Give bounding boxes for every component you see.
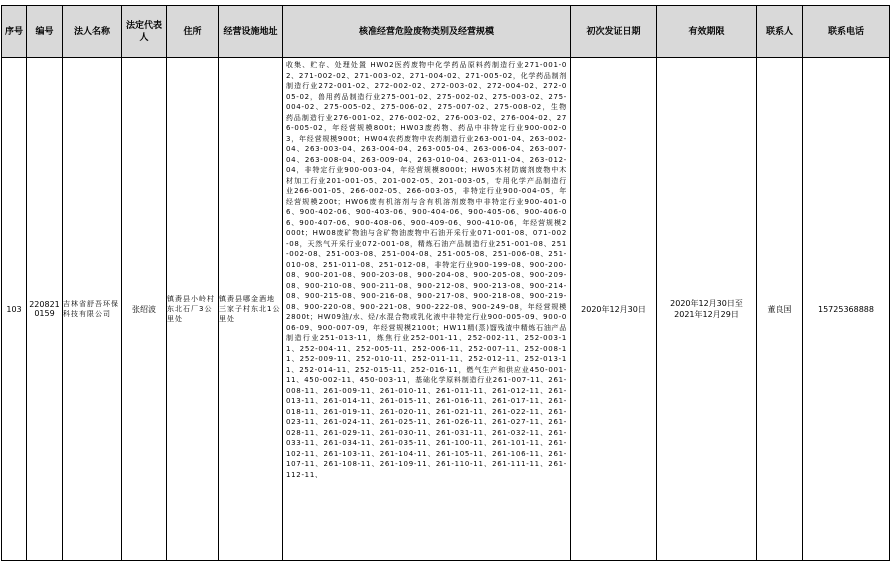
header-code: 编号 <box>27 6 63 58</box>
cell-contact: 董良国 <box>757 58 803 561</box>
header-address: 住所 <box>167 6 219 58</box>
cell-address: 镇赉县小岭村东北石厂3公里处 <box>167 58 219 561</box>
cell-first-issue-date: 2020年12月30日 <box>571 58 657 561</box>
cell-code: 2208210159 <box>27 58 63 561</box>
cell-entity-name: 吉林省舒吾环保科技有限公司 <box>63 58 122 561</box>
header-entity-name: 法人名称 <box>63 6 122 58</box>
permit-table <box>1 5 890 561</box>
header-legal-rep: 法定代表人 <box>122 6 167 58</box>
cell-legal-rep: 张绍波 <box>122 58 167 561</box>
cell-seq: 103 <box>2 58 27 561</box>
header-seq: 序号 <box>2 6 27 58</box>
table-row <box>2 58 890 561</box>
cell-valid-period: 2020年12月30日至2021年12月29日 <box>657 58 757 561</box>
cell-facility-address: 镇赉县哪金酒地三家子村东北1公里处 <box>219 58 283 561</box>
cell-approved-scope <box>283 58 571 561</box>
header-valid-period: 有效期限 <box>657 6 757 58</box>
header-phone: 联系电话 <box>803 6 890 58</box>
header-facility-address: 经营设施地址 <box>219 6 283 58</box>
header-row <box>2 6 890 58</box>
header-approved-scope: 核准经营危险废物类别及经营规模 <box>283 6 571 58</box>
scope-container <box>283 60 570 558</box>
cell-phone: 15725368888 <box>803 58 890 561</box>
approved-scope-text: 收集、贮存、处理处置 HW02医药废物中化学药品原料药制造行业271-001-02、271-002-02、271-003-02、271-004-02、271-005-02，化学药品制剂制造行业272-001-02、272-002-02、272-003-02、272-004-02、272-005-02，兽用药品制造行业275-001-02、275-002-02、275-003-02、275-004-02、275-005-02、275-006-02、275-007-02、275-008-02，生物药品制造行业276-001-02、276-002-02、276-003-02、276-004-02、276-005-02，年经营规模800t；HW03废药物、药品中非特定行业900-002-03，年经营规模900t；HW04农药废物中农药制造行业263-001-04、263-002-04、263-003-04、263-004-04、263-005-04、263-006-04、263-007-04、263-008-04、263-009-04、263-010-04、263-011-04、263-012-04，非特定行业900-003-04，年经营规模8000t；HW05木材防腐剂废物中木材加工行业201-001-05、201-002-05、201-003-05，专用化学产品制造行业266-001-05、266-002-05、266-003-05，非特定行业900-004-05，年经营规模200t；HW06废有机溶剂与含有机溶剂废物中非特定行业900-401-06、900-402-06、900-403-06、900-404-06、900-405-06、900-406-06、900-407-06、900-408-06、900-409-06、900-410-06，年经营规模2000t；HW08废矿物油与含矿物油废物中石油开采行业071-001-08、071-002-08，天然气开采行业072-001-08，精炼石油产品制造行业251-001-08、251-002-08、251-003-08、251-004-08、251-005-08、251-006-08、251-010-08、251-011-08、251-012-08，非特定行业900-199-08、900-200-08、900-201-08、900-203-08、900-204-08、900-205-08、900-209-08、900-210-08、900-211-08、900-212-08、900-213-08、900-214-08、900-215-08、900-216-08、900-217-08、900-218-08、900-219-08、900-220-08、900-221-08、900-222-08、900-249-08，年经营规模2800t；HW09油/水、烃/水混合物或乳化液中非特定行业900-005-09、900-006-09、900-007-09，年经营规模2100t；HW11精(蒸)馏残渣中精炼石油产品制造行业251-013-11，炼焦行业252-001-11、252-002-11、252-003-11、252-004-11、252-005-11、252-006-11、252-007-11、252-008-11、252-009-11、252-010-11、252-011-11、252-012-11、252-013-11、252-014-11、252-015-11、252-016-11，燃气生产和供应业450-001-11、450-002-11、450-003-11，基础化学原料制造行业261-007-11、261-008-11、261-009-11、261-010-11、261-011-11、261-012-11、261-013-11、261-014-11、261-015-11、261-016-11、261-017-11、261-018-11、261-019-11、261-020-11、261-021-11、261-022-11、261-023-11、261-024-11、261-025-11、261-026-11、261-027-11、261-028-11、261-029-11、261-030-11、261-031-11、261-032-11、261-033-11、261-034-11、261-035-11、261-100-11、261-101-11、261-102-11、261-103-11、261-104-11、261-105-11、261-106-11、261-107-11、261-108-11、261-109-11、261-110-11、261-111-11、261-112-11、 <box>286 61 567 479</box>
header-first-issue-date: 初次发证日期 <box>571 6 657 58</box>
header-contact: 联系人 <box>757 6 803 58</box>
